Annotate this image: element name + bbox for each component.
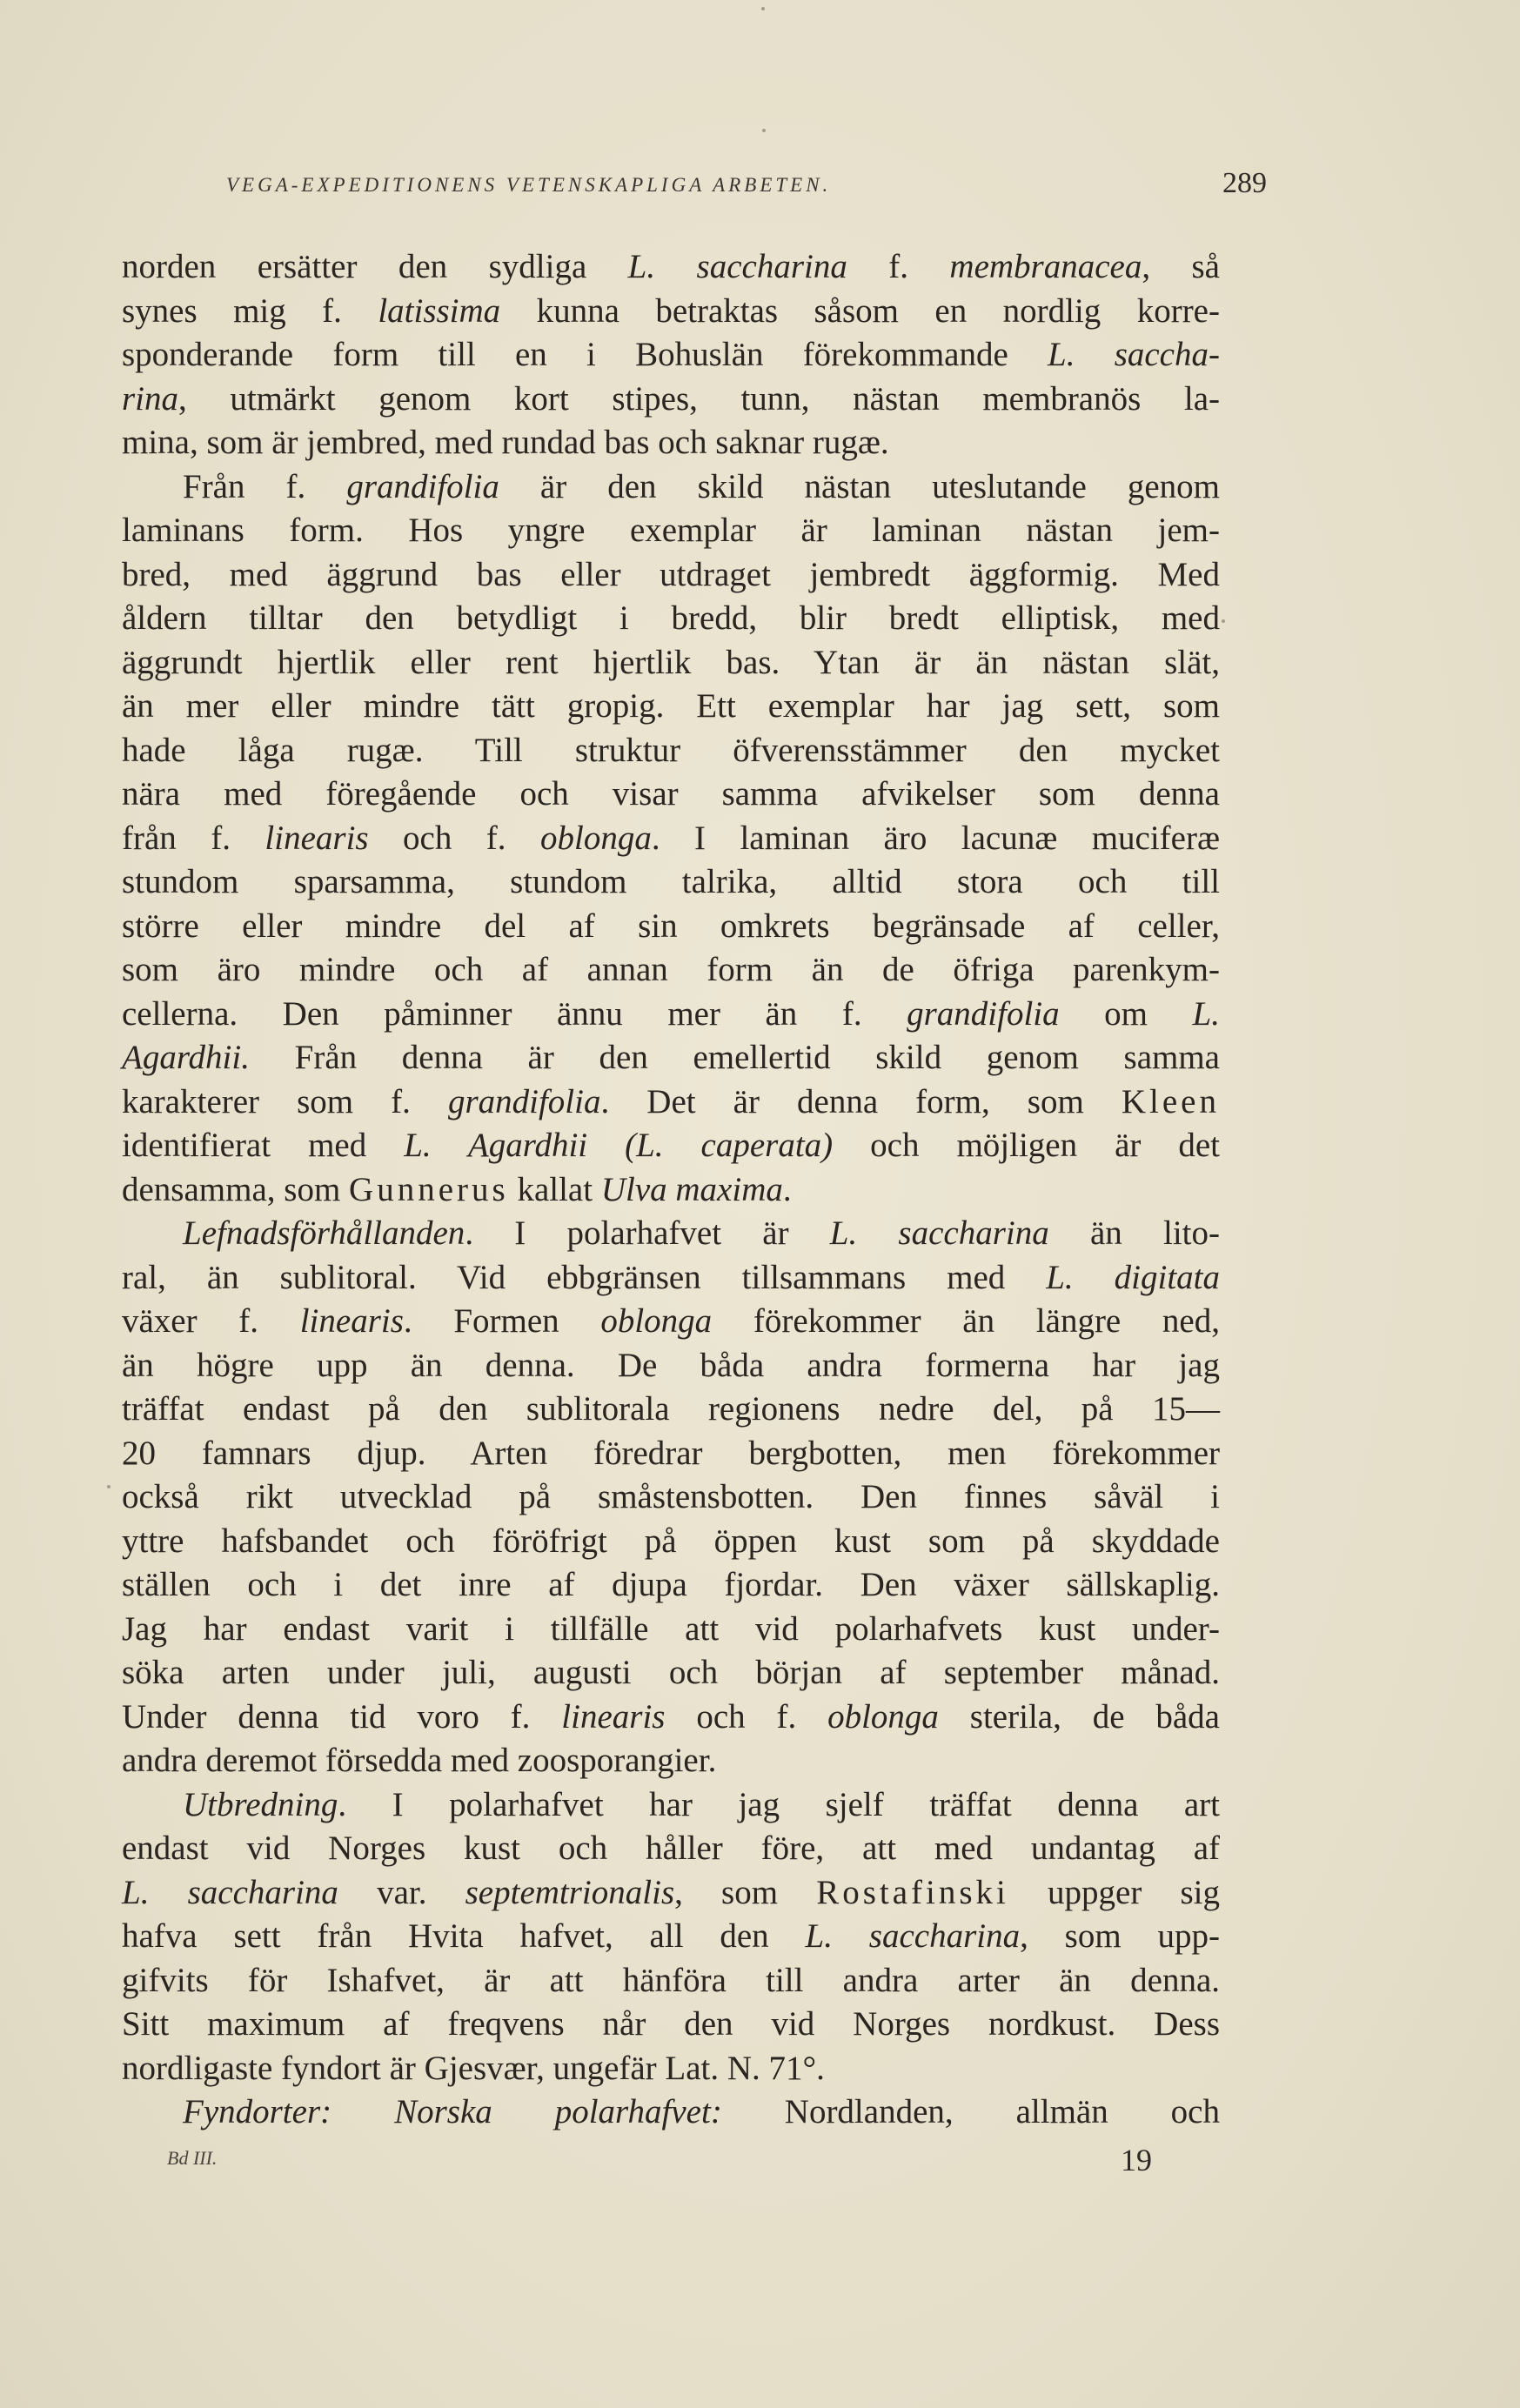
italic-run: Agardhii.: [122, 1039, 250, 1076]
italic-run: Ulva maxima: [600, 1170, 783, 1208]
text-run: gifvits för Ishafvet, är att hänföra till andra arter än denna.: [122, 1961, 1220, 1999]
italic-run: Fyndorter: Norska polarhafvet:: [183, 2093, 722, 2130]
text-line: [122, 421, 1220, 465]
italic-run: rina: [122, 379, 179, 418]
italic-run: L. saccha-: [1048, 336, 1220, 373]
text-run: 20 famnars djup. Arten föredrar bergbotten, men förekommer: [122, 1434, 1220, 1472]
text-line: [122, 1959, 1220, 2003]
text-run: andra deremot försedda med zoosporangier.: [122, 1742, 717, 1779]
italic-run: membranacea: [949, 248, 1142, 285]
text-run: cellerna. Den påminner ännu mer än f.: [122, 994, 907, 1033]
italic-run: L. saccharina: [627, 248, 847, 285]
signature-number: 19: [1121, 2143, 1152, 2177]
text-line: [122, 465, 1220, 510]
body-text: [122, 245, 1220, 2135]
text-line: [122, 333, 1220, 378]
text-line: [122, 1871, 1220, 1916]
text-run: och f.: [665, 1697, 828, 1736]
text-run: . Det är denna form, som: [600, 1082, 1122, 1120]
italic-run: L.: [1192, 994, 1220, 1033]
italic-run: L. saccharina: [829, 1214, 1049, 1252]
italic-run: grandifolia: [907, 994, 1060, 1033]
paper-speck: [761, 7, 765, 10]
text-line: [122, 597, 1220, 641]
text-line: [122, 905, 1220, 949]
text-line: [122, 1696, 1220, 1740]
text-line: [122, 509, 1220, 553]
text-run: nordligaste fyndort är Gjesvær, ungefär Lat. N. 71°.: [122, 2049, 825, 2087]
text-line: [122, 729, 1220, 773]
running-head: VEGA-EXPEDITIONENS VETENSKAPLIGA ARBETEN.: [226, 174, 832, 196]
text-run: bred, med äggrund bas eller utdraget jembredt äggformig. Med: [122, 555, 1220, 593]
text-run: äggrundt hjertlik eller rent hjertlik bas. Ytan är än nästan slät,: [122, 643, 1220, 681]
text-run: ställen och i det inre af djupa fjordar. Den växer sällskaplig.: [122, 1566, 1220, 1603]
italic-run: oblonga: [539, 819, 652, 857]
volume-signature: Bd III.: [167, 2147, 218, 2169]
text-line: [122, 1520, 1220, 1564]
italic-run: L. saccharina: [122, 1873, 338, 1911]
text-line: [122, 2047, 1220, 2091]
text-run: växer f.: [122, 1302, 300, 1340]
italic-run: septemtrionalis: [465, 1873, 675, 1911]
text-run: än lito-: [1048, 1214, 1220, 1252]
italic-run: linearis: [561, 1697, 666, 1736]
text-run: ral, än sublitoral. Vid ebbgränsen tillsammans med: [122, 1258, 1047, 1296]
italic-run: Lefnadsförhållanden: [183, 1214, 465, 1252]
italic-run: grandifolia: [346, 467, 499, 505]
text-line: [122, 2003, 1220, 2047]
italic-run: oblonga: [827, 1697, 939, 1736]
text-run: hafva sett från Hvita hafvet, all den: [122, 1917, 806, 1955]
text-run: om: [1059, 994, 1193, 1033]
text-run: från f.: [122, 819, 265, 857]
text-run: , som upp-: [1020, 1917, 1221, 1955]
text-line: [122, 1300, 1220, 1344]
text-run: större eller mindre del af sin omkrets begränsade af celler,: [122, 906, 1220, 945]
text-run: också rikt utvecklad på småstensbotten. Den finnes såväl i: [122, 1478, 1220, 1515]
text-run: sponderande form till en i Bohuslän förekommande: [122, 336, 1048, 373]
italic-run: L. Agardhii (L. caperata): [404, 1127, 834, 1164]
text-line: [122, 1475, 1220, 1520]
text-line: [122, 948, 1220, 993]
text-run: uppger sig: [1008, 1873, 1220, 1911]
text-run: . Formen: [403, 1302, 601, 1340]
text-line: [122, 1344, 1220, 1388]
text-line: [122, 685, 1220, 729]
text-run: synes mig f.: [122, 291, 378, 330]
text-line: [122, 1124, 1220, 1168]
text-run: Jag har endast varit i tillfälle att vid polarhafvets kust under-: [122, 1609, 1220, 1648]
text-run: Nordlanden, allmän och: [721, 2093, 1220, 2130]
text-line: [122, 1783, 1220, 1828]
spaced-name: Rostafinski: [816, 1873, 1009, 1911]
text-line: [122, 1256, 1220, 1301]
spaced-name: Gunnerus: [349, 1170, 509, 1208]
text-run: än mer eller mindre tätt gropig. Ett exemplar har jag sett, som: [122, 687, 1220, 725]
text-line: [122, 1036, 1220, 1080]
text-line: [122, 1827, 1220, 1871]
text-run: stundom sparsamma, stundom talrika, alltid stora och till: [122, 863, 1220, 900]
text-run: och f.: [368, 819, 540, 857]
text-line: [122, 245, 1220, 290]
paper-speck: [762, 129, 766, 132]
text-run: , som: [674, 1873, 817, 1911]
text-run: mina, som är jembred, med rundad bas och saknar rugæ.: [122, 424, 889, 461]
text-line: [122, 860, 1220, 905]
italic-run: grandifolia: [447, 1082, 601, 1120]
text-line: [122, 1168, 1220, 1213]
text-run: norden ersätter den sydliga: [122, 248, 628, 285]
text-line: [122, 1212, 1220, 1256]
text-line: [122, 1915, 1220, 1959]
text-run: och möjligen är det: [833, 1127, 1221, 1164]
text-line: [122, 1388, 1220, 1432]
text-run: . I polarhafvet har jag sjelf träffat denna art: [338, 1785, 1220, 1823]
text-line: [122, 1739, 1220, 1783]
italic-run: linearis: [264, 819, 369, 857]
page-footer: [122, 2142, 1220, 2185]
page-number: 289: [1222, 167, 1267, 199]
text-line: [122, 1563, 1220, 1608]
italic-run: L. saccharina: [805, 1917, 1021, 1955]
text-line: [122, 641, 1220, 686]
text-run: Från denna är den emellertid skild genom samma: [249, 1039, 1220, 1076]
text-line: [122, 1432, 1220, 1476]
text-line: [122, 2090, 1220, 2135]
text-run: . I polarhafvet är: [465, 1214, 830, 1252]
text-line: [122, 1080, 1220, 1125]
text-run: Under denna tid voro f.: [122, 1697, 562, 1736]
text-line: [122, 993, 1220, 1037]
text-line: [122, 1608, 1220, 1652]
text-run: Från f.: [183, 467, 347, 505]
text-line: [122, 553, 1220, 598]
text-run: träffat endast på den sublitorala regionens nedre del, på 15—: [122, 1390, 1220, 1428]
text-run: kunna betraktas såsom en nordlig korre-: [500, 291, 1220, 330]
spaced-name: Kleen: [1121, 1082, 1220, 1120]
text-run: yttre hafsbandet och föröfrigt på öppen kust som på skyddade: [122, 1522, 1220, 1560]
text-run: söka arten under juli, augusti och början af september månad.: [122, 1654, 1220, 1691]
text-run: laminans form. Hos yngre exemplar är laminan nästan jem-: [122, 512, 1220, 549]
text-run: densamma, som: [122, 1170, 350, 1208]
text-run: , så: [1142, 248, 1220, 285]
text-run: .: [782, 1170, 792, 1208]
paper-speck: [1222, 619, 1225, 623]
text-run: förekommer än längre ned,: [712, 1302, 1220, 1340]
text-run: var.: [338, 1873, 465, 1911]
text-run: är den skild nästan uteslutande genom: [499, 467, 1220, 505]
page-header: [122, 167, 1267, 211]
text-run: , utmärkt genom kort stipes, tunn, nästan membranös la-: [178, 379, 1220, 418]
text-run: karakterer som f.: [122, 1082, 448, 1120]
italic-run: latissima: [378, 291, 501, 330]
text-run: identifierat med: [122, 1127, 405, 1164]
text-line: [122, 378, 1220, 422]
text-run: än högre upp än denna. De båda andra formerna har jag: [122, 1346, 1220, 1384]
text-run: som äro mindre och af annan form än de öfriga parenkym-: [122, 951, 1220, 988]
text-run: åldern tilltar den betydligt i bredd, blir bredt elliptisk, med: [122, 599, 1220, 637]
italic-run: linearis: [299, 1302, 404, 1340]
paper-speck: [107, 1485, 110, 1488]
text-line: [122, 817, 1220, 861]
text-run: sterila, de båda: [938, 1697, 1220, 1736]
text-line: [122, 1651, 1220, 1696]
text-run: . I laminan äro lacunæ muciferæ: [651, 819, 1220, 857]
text-run: f.: [847, 248, 950, 285]
italic-run: L. digitata: [1046, 1258, 1220, 1296]
text-line: [122, 290, 1220, 334]
italic-run: oblonga: [600, 1302, 713, 1340]
text-line: [122, 773, 1220, 817]
text-run: kallat: [508, 1170, 601, 1208]
text-run: endast vid Norges kust och håller före, att med undantag af: [122, 1829, 1220, 1867]
text-run: nära med föregående och visar samma afvikelser som denna: [122, 775, 1220, 813]
italic-run: Utbredning: [183, 1785, 338, 1823]
text-run: hade låga rugæ. Till struktur öfverensstämmer den mycket: [122, 731, 1220, 769]
text-run: Sitt maximum af freqvens når den vid Norges nordkust. Dess: [122, 2005, 1220, 2043]
